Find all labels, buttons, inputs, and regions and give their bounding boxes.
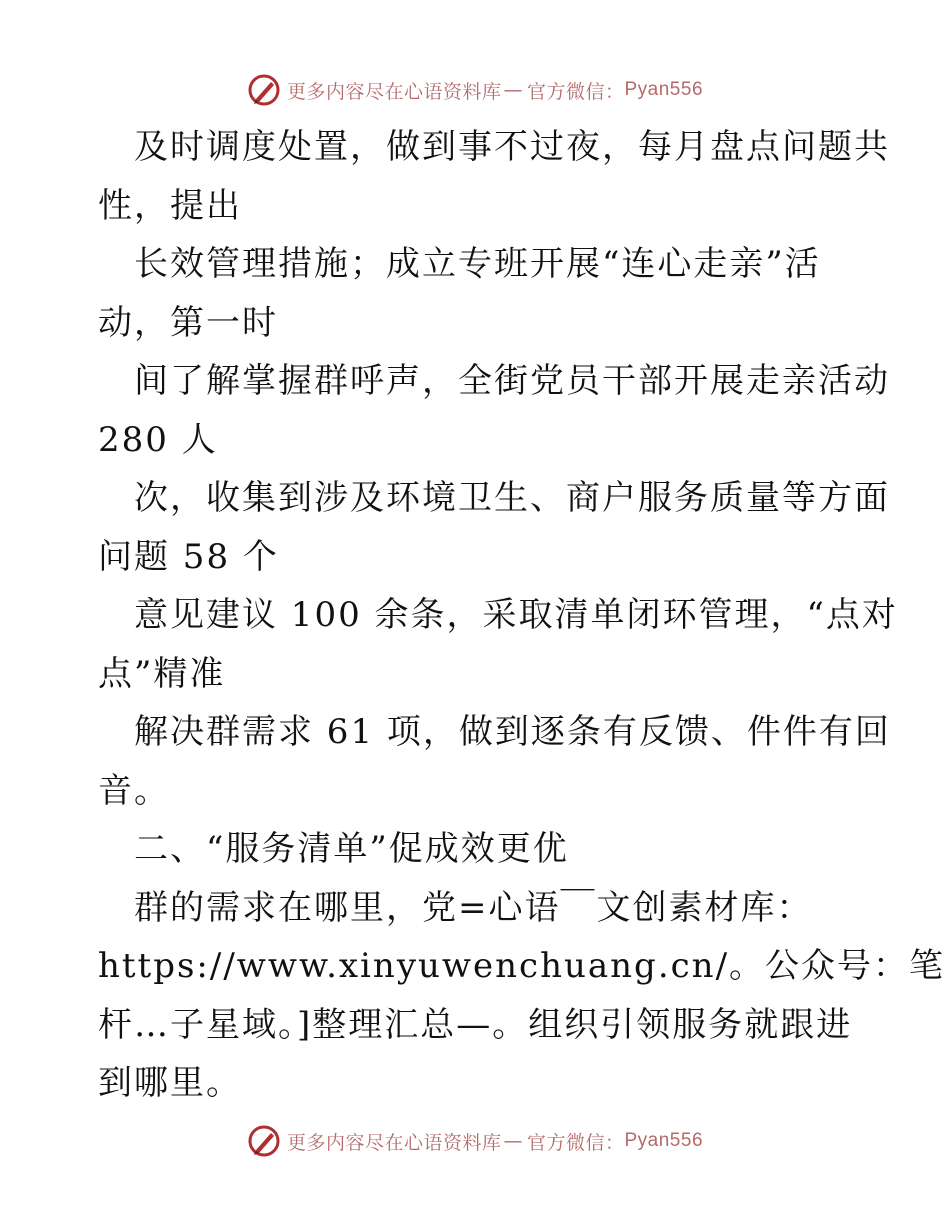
body-line: 问题 58 个 <box>98 536 279 577</box>
pen-logo-icon <box>247 1124 281 1158</box>
body-line: 解决群需求 61 项，做到逐条有反馈、件件有回 <box>134 712 891 752</box>
body-line: 意见建议 100 余条，采取清单闭环管理，“点对 <box>134 595 898 635</box>
body-line: 及时调度处置，做到事不过夜，每月盘点问题共 <box>134 127 890 167</box>
body-line: 次，收集到涉及环境卫生、商户服务质量等方面 <box>134 478 890 518</box>
wechat-label: 官方微信： <box>526 1131 625 1154</box>
watermark-separator: — <box>503 79 523 101</box>
watermark-text: 更多内容尽在心语资料库 <box>286 1131 502 1154</box>
body-line: 280 人 <box>98 419 218 460</box>
pen-logo-icon <box>247 73 281 107</box>
watermark-footer <box>0 1121 950 1161</box>
body-line-link: https://www.xinyuwenchuang.cn/。公众号：笔 <box>98 946 946 986</box>
body-line: 音。 <box>98 770 170 811</box>
watermark-text: 更多内容尽在心语资料库 <box>286 80 502 103</box>
watermark-separator: — <box>503 1130 523 1152</box>
section-heading: 二、“服务清单”促成效更优 <box>134 829 569 869</box>
body-line: 性，提出 <box>98 185 242 226</box>
watermark-header <box>0 70 950 110</box>
body-line: 群的需求在哪里，党=心语￣文创素材库： <box>134 887 813 928</box>
body-line: 到哪里。 <box>98 1063 242 1103</box>
wechat-id: Pyan556 <box>624 1130 704 1151</box>
body-line: 杆…子星域。]整理汇总—。组织引领服务就跟进 <box>98 1004 853 1045</box>
body-line: 动，第一时 <box>98 302 278 343</box>
body-line: 点”精准 <box>98 653 226 694</box>
document-body <box>98 118 946 1113</box>
body-line: 间了解掌握群呼声，全街党员干部开展走亲活动 <box>134 361 890 401</box>
wechat-id: Pyan556 <box>624 79 704 100</box>
wechat-label: 官方微信： <box>526 80 625 103</box>
body-line: 长效管理措施；成立专班开展“连心走亲”活 <box>134 244 821 284</box>
